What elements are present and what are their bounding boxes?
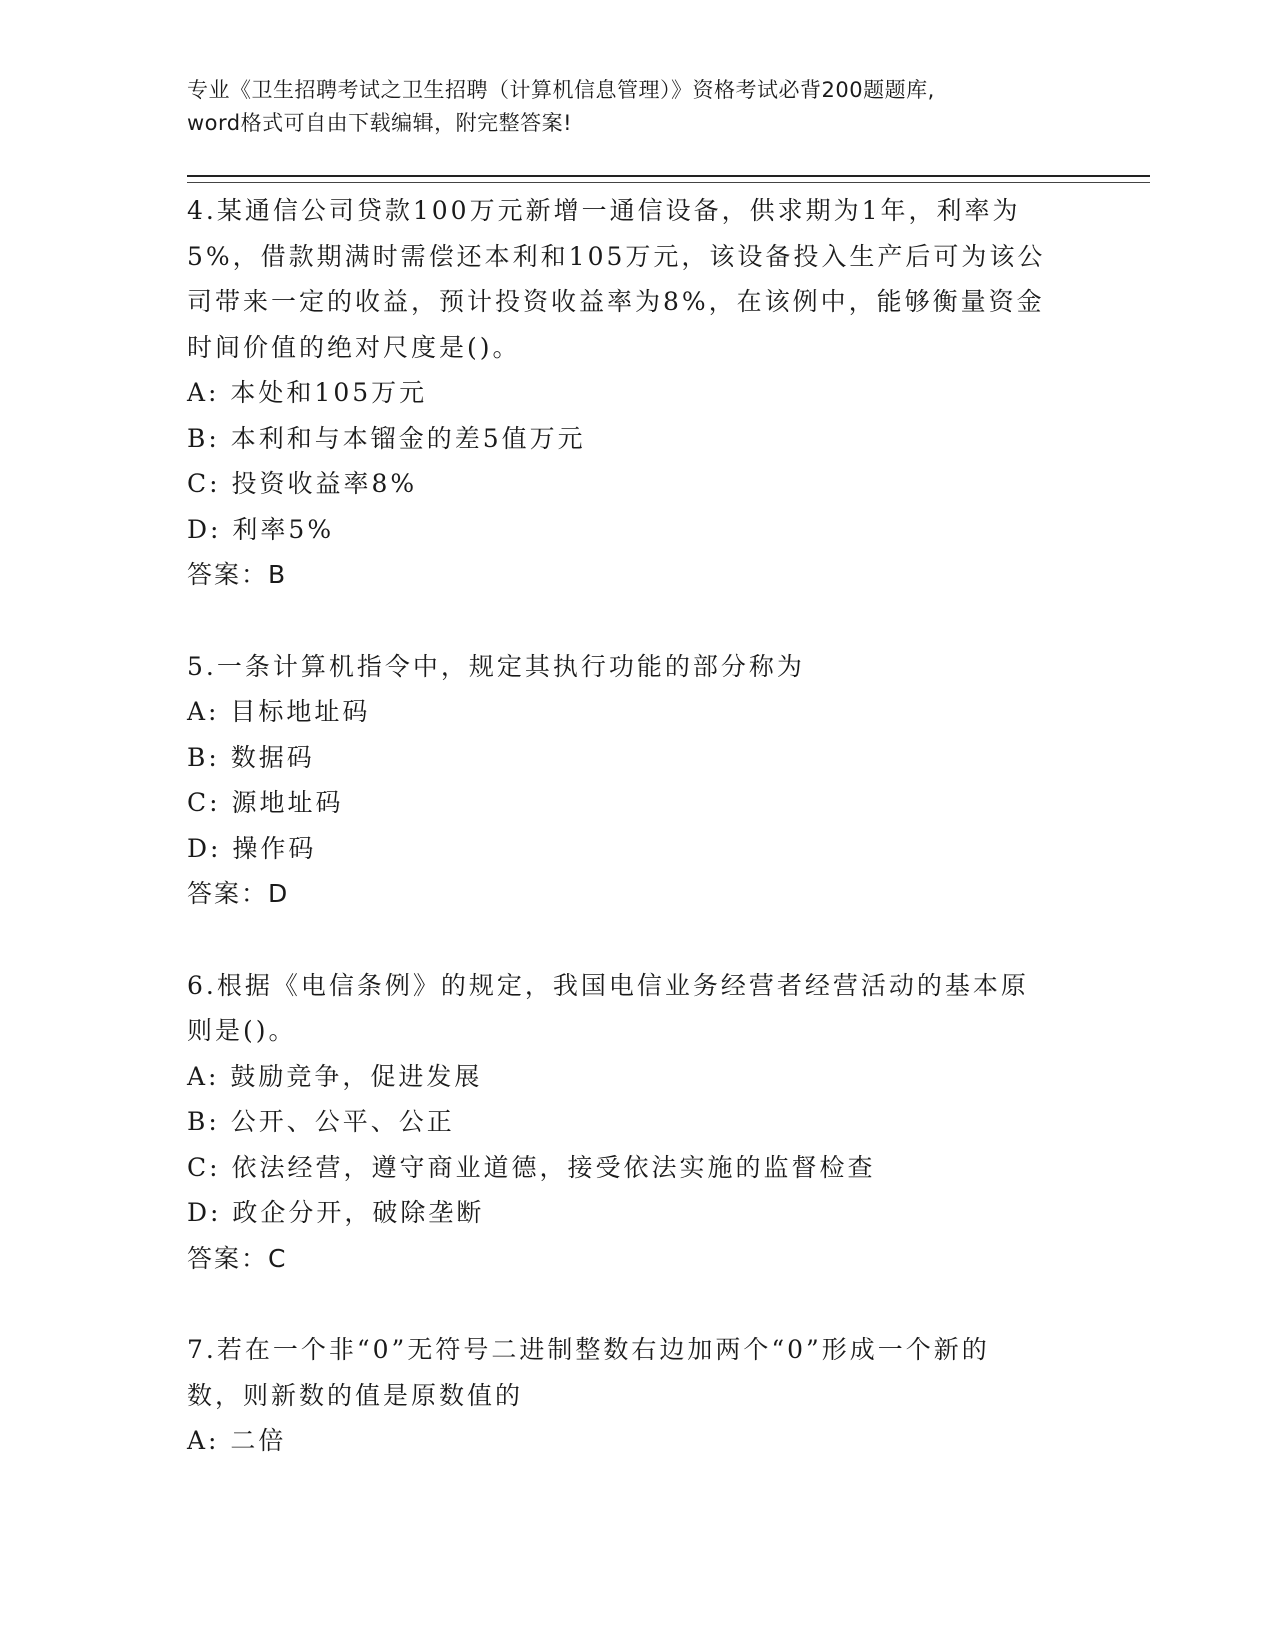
question-stem-line: 司带来一定的收益，预计投资收益率为8%，在该例中，能够衡量资金 xyxy=(187,287,1045,316)
option-d: D: 利率5% xyxy=(187,514,335,544)
option-c: C: 源地址码 xyxy=(187,788,344,817)
option-a: A: 二倍 xyxy=(187,1426,287,1455)
header-divider-thick xyxy=(187,175,1150,177)
option-b: B: 数据码 xyxy=(187,742,315,772)
option-a: A: 本处和105万元 xyxy=(187,378,428,407)
option-c: C: 依法经营，遵守商业道德，接受依法实施的监督检查 xyxy=(187,1152,876,1182)
question-list xyxy=(187,188,1087,1510)
header-line: 专业《卫生招聘考试之卫生招聘（计算机信息管理）》资格考试必背200题题库, xyxy=(187,78,935,102)
option-d: D: 操作码 xyxy=(187,833,317,863)
question-stem-line: 时间价值的绝对尺度是()。 xyxy=(187,332,521,362)
question-stem-line: 7.若在一个非“0”无符号二进制整数右边加两个“0”形成一个新的 xyxy=(187,1335,990,1364)
question-5 xyxy=(187,644,1087,917)
question-stem-line: 4.某通信公司贷款100万元新增一通信设备，供求期为1年，利率为 xyxy=(187,196,1021,225)
option-a: A: 鼓励竞争，促进发展 xyxy=(187,1061,483,1091)
answer-label: 答案：C xyxy=(187,1243,288,1273)
document-header xyxy=(187,74,1087,140)
question-6 xyxy=(187,963,1087,1282)
option-b: B: 本利和与本镏金的差5值万元 xyxy=(187,423,586,453)
question-stem-line: 则是()。 xyxy=(187,1016,297,1045)
question-stem-line: 5%，借款期满时需偿还本利和105万元，该设备投入生产后可为该公 xyxy=(187,241,1046,271)
question-4 xyxy=(187,188,1087,598)
question-stem-line: 数，则新数的值是原数值的 xyxy=(187,1380,524,1410)
question-stem-line: 6.根据《电信条例》的规定，我国电信业务经营者经营活动的基本原 xyxy=(187,970,1029,1000)
option-b: B: 公开、公平、公正 xyxy=(187,1107,455,1136)
header-line: word格式可自由下载编辑，附完整答案! xyxy=(187,111,573,135)
option-a: A: 目标地址码 xyxy=(187,697,371,726)
option-c: C: 投资收益率8% xyxy=(187,469,418,498)
answer-label: 答案：D xyxy=(187,879,290,908)
option-d: D: 政企分开，破除垄断 xyxy=(187,1198,485,1227)
answer-label: 答案：B xyxy=(187,560,288,589)
question-stem-line: 5.一条计算机指令中，规定其执行功能的部分称为 xyxy=(187,651,805,681)
header-divider-thin xyxy=(187,182,1150,183)
question-7 xyxy=(187,1327,1087,1464)
